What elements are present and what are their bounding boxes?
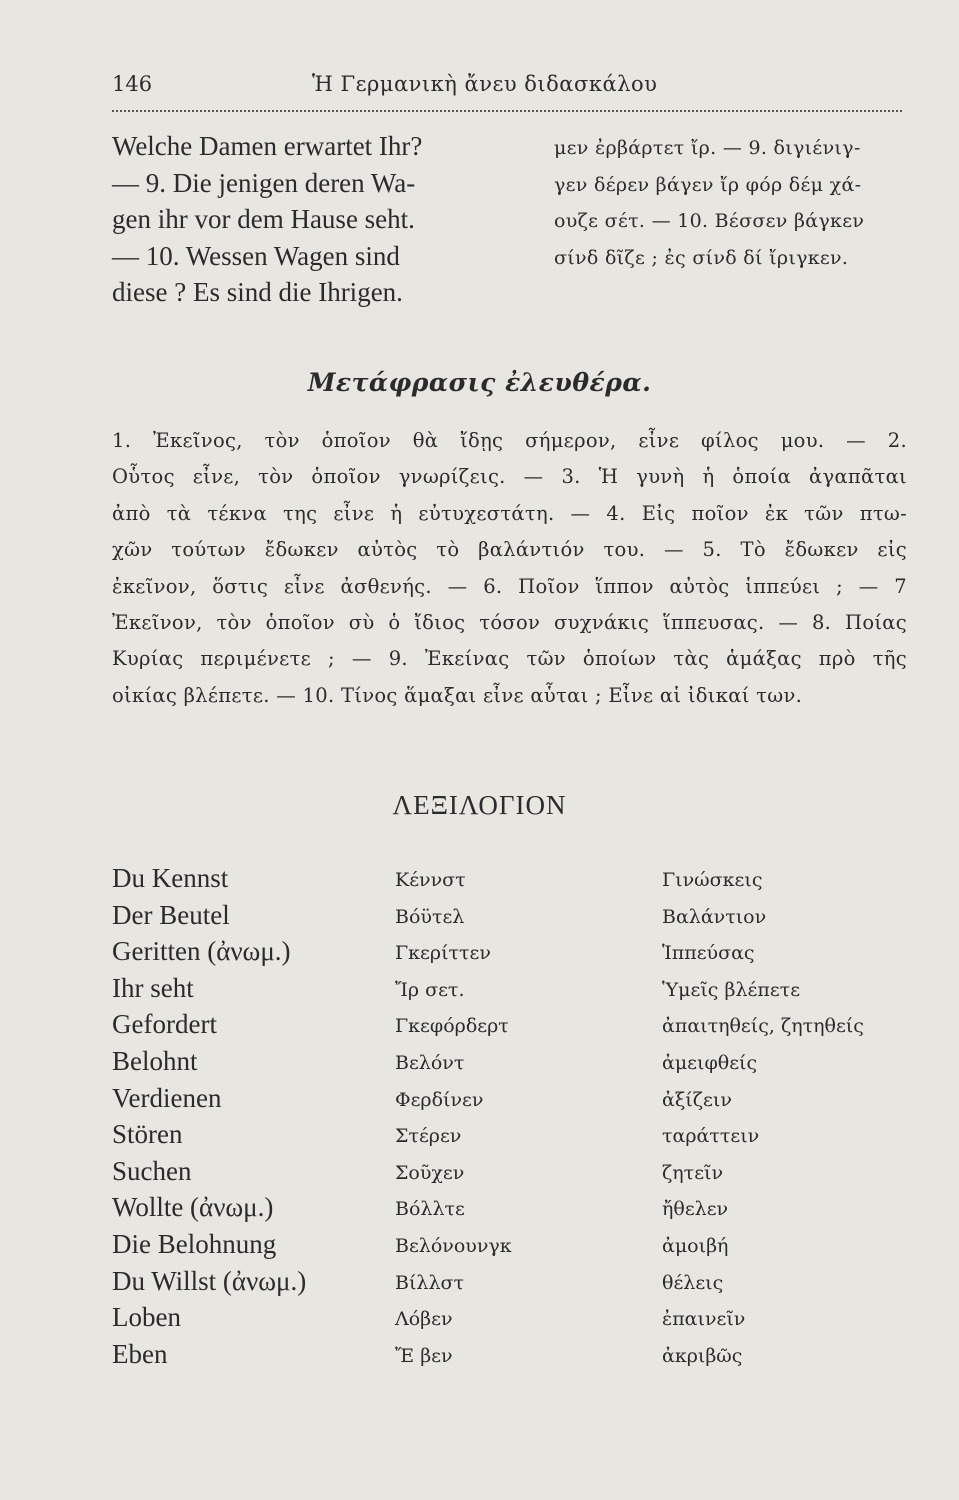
lexicon-transliteration: Ἔ βεν (395, 1344, 453, 1367)
translation-line: Ἐκεῖνον, τὸν ὁποῖον σὺ ὁ ἴδιος τόσον συχνάκις ἵππευσας. — 8. Ποίας (112, 611, 907, 635)
translation-line: 1. Ἐκεῖνος, τὸν ὁποῖον θὰ ἴδῃς σήμερον, εἶνε φίλος μου. — 2. (112, 429, 907, 452)
lexicon-german: Du Kennst (112, 863, 229, 893)
lexicon-meaning: ἀμειφθείς (662, 1051, 758, 1074)
lexicon-transliteration: Λόβεν (395, 1308, 453, 1331)
lexicon-row (112, 1006, 912, 1043)
lexicon-row (112, 970, 912, 1007)
lexicon-german: Belohnt (112, 1045, 198, 1076)
lexicon-row (112, 1080, 912, 1117)
lexicon-transliteration: Ἴρ σετ. (395, 978, 465, 1001)
lexicon-row (112, 1299, 912, 1336)
lexicon-row (112, 1263, 912, 1300)
page-number: 146 (112, 72, 153, 96)
german-column (112, 128, 552, 311)
lexicon-transliteration: Γκεφόρδερτ (395, 1015, 509, 1038)
greek-line: μεν ἐρβάρτετ ἴρ. — 9. διγιένιγ- (554, 137, 861, 159)
german-line: Welche Damen erwartet Ihr? (112, 131, 423, 161)
german-line: gen ihr vor dem Hause seht. (112, 204, 415, 234)
lexicon-german: Suchen (112, 1155, 192, 1186)
greek-line: γεν δέρεν βάγεν ἴρ φόρ δέμ χά- (554, 173, 862, 196)
lexicon-row (112, 1189, 912, 1226)
lexicon-german: Eben (112, 1338, 168, 1369)
lexicon-meaning: ἀμοιβή (662, 1234, 729, 1257)
greek-transliteration-column (554, 130, 909, 276)
lexicon-transliteration: Κέννστ (395, 869, 466, 891)
lexicon-meaning: ζητεῖν (662, 1161, 724, 1184)
lexicon-meaning: ταράττειν (662, 1125, 760, 1148)
header-divider (112, 110, 902, 112)
lexicon-german: Der Beutel (112, 899, 230, 930)
lexicon-transliteration: Φερδίνεν (395, 1088, 484, 1111)
lexicon-title: ΛΕΞΙΛΟΓΙΟΝ (392, 790, 567, 820)
lexicon-german: Ihr seht (112, 972, 194, 1003)
lexicon-german: Gefordert (112, 1009, 217, 1040)
lexicon-german: Verdienen (112, 1082, 222, 1113)
german-line: diese ? Es sind die Ihrigen. (112, 277, 403, 307)
translation-line: Κυρίας περιμένετε ; — 9. Ἐκείνας τῶν ὁποίων τὰς ἁμάξας πρὸ τῆς (112, 647, 907, 671)
page-header (112, 72, 902, 106)
lexicon-row (112, 897, 912, 934)
lexicon-meaning: θέλεις (662, 1271, 724, 1294)
lexicon-meaning: Ἱππεύσας (662, 942, 755, 965)
lexicon-meaning: ἀκριβῶς (662, 1344, 743, 1367)
translation-line: ἐκεῖνον, ὅστις εἶνε ἀσθενής. — 6. Ποῖον ἵππον αὐτὸς ἱππεύει ; — 7 (112, 574, 907, 598)
lexicon-german: Die Belohnung (112, 1228, 277, 1259)
running-title: Ἡ Γερμανικὴ ἄνευ διδασκάλου (312, 72, 658, 96)
lexicon-transliteration: Γκερίττεν (395, 942, 491, 965)
german-line: — 9. Die jenigen deren Wa- (112, 167, 416, 198)
greek-line: ουζε σέτ. — 10. Βέσσεν βάγκεν (554, 210, 865, 232)
german-line: — 10. Wessen Wagen sind (112, 240, 400, 271)
lexicon-transliteration: Στέρεν (395, 1125, 462, 1148)
lexicon-german: Stören (112, 1119, 183, 1150)
free-translation-title: Μετάφρασις ἐλευθέρα. (307, 368, 652, 397)
lexicon-row (112, 1043, 912, 1080)
lexicon-transliteration: Βίλλστ (395, 1271, 464, 1294)
lexicon-transliteration: Βόϋτελ (395, 905, 465, 928)
lexicon-meaning: ἐπαινεῖν (662, 1308, 746, 1331)
lexicon-german: Du Willst (ἀνωμ.) (112, 1265, 307, 1296)
lexicon-transliteration: Βελόντ (395, 1051, 465, 1074)
lexicon-german: Geritten (ἀνωμ.) (112, 936, 291, 967)
lexicon-row (112, 1336, 912, 1373)
lexicon-row (112, 1116, 912, 1153)
greek-line: σίνδ δῖζε ; ἐς σίνδ δί ἴριγκεν. (554, 246, 849, 269)
lexicon-row (112, 1226, 912, 1263)
lexicon-meaning: ἀξίζειν (662, 1088, 732, 1111)
lexicon-meaning: Γινώσκεις (662, 869, 763, 891)
lexicon-german: Loben (112, 1302, 181, 1333)
parallel-text-section (112, 128, 907, 318)
lexicon-transliteration: Βελόνουνγκ (395, 1234, 512, 1257)
translation-line: χῶν τούτων ἔδωκεν αὐτὸς τὸ βαλάντιόν του. — 5. Τὸ ἔδωκεν εἰς (112, 538, 907, 562)
lexicon-transliteration: Σοῦχεν (395, 1161, 465, 1184)
translation-line: ἀπὸ τὰ τέκνα της εἶνε ἡ εὐτυχεστάτη. — 4. Εἰς ποῖον ἐκ τῶν πτω- (112, 501, 907, 525)
lexicon-meaning: ἤθελεν (662, 1198, 729, 1221)
lexicon-row (112, 1153, 912, 1190)
lexicon-meaning: Ὑμεῖς βλέπετε (662, 978, 801, 1001)
lexicon-meaning: ἀπαιτηθείς, ζητηθείς (662, 1015, 864, 1038)
translation-line: οἰκίας βλέπετε. — 10. Τίνος ἅμαξαι εἶνε αὗται ; Εἶνε αἱ ἰδικαί των. (112, 683, 803, 707)
lexicon-row (112, 933, 912, 970)
translation-line: Οὗτος εἶνε, τὸν ὁποῖον γνωρίζεις. — 3. Ἡ γυνὴ ἡ ὁποία ἀγαπᾶται (112, 465, 907, 489)
lexicon-row (112, 860, 912, 897)
lexicon-german: Wollte (ἀνωμ.) (112, 1192, 274, 1223)
lexicon-table (112, 860, 912, 1372)
lexicon-transliteration: Βόλλτε (395, 1198, 465, 1221)
lexicon-meaning: Βαλάντιον (662, 905, 767, 928)
free-translation-paragraph (112, 423, 907, 714)
